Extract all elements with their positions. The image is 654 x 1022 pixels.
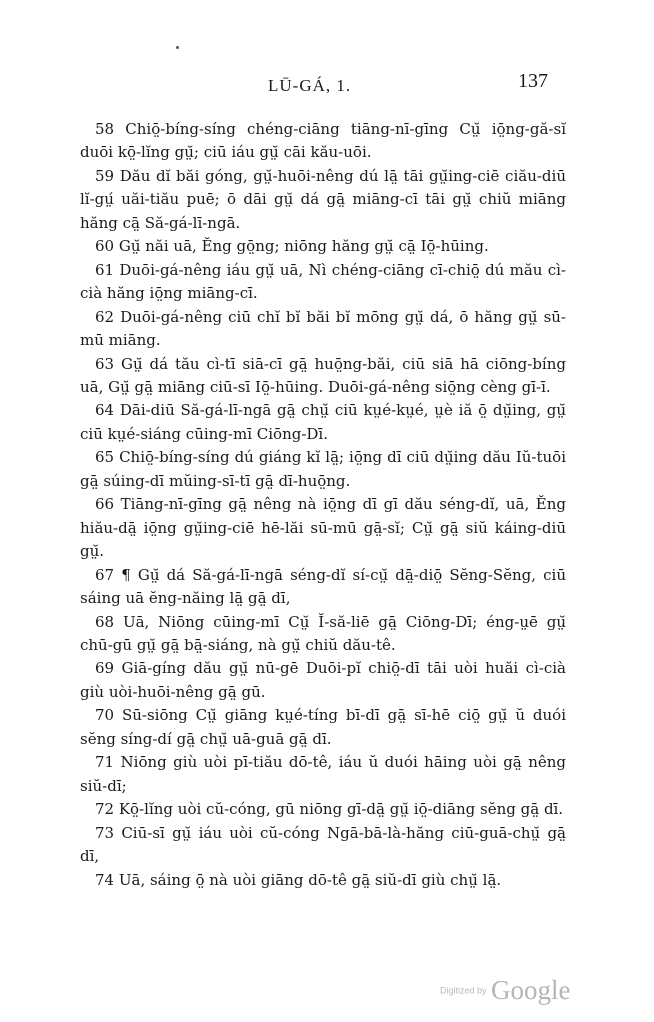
verse-58: 58 Chiō̤-bíng-síng chéng-ciāng tiāng-nī-gīng Cṳ̆ iō̤ng-gă-sĭ duōi kō̤-lĭng gṳ̆; ciū iáu gṳ̆ cāi kău-uōi. bbox=[80, 120, 566, 162]
verse-72: 72 Kō̤-lĭng uòi cŭ-cóng, gū niōng gī-dā̤ gṳ̆ iō̤-diāng sĕng gā̤ dī. bbox=[95, 800, 564, 819]
verse-61: 61 Duōi-gá-nêng iáu gṳ̆ uā, Nì chéng-ciāng cī-chiō̤ dú mău cì-cià hăng iō̤ng miāng-cī. bbox=[80, 260, 566, 303]
verse-73: 73 Ciū-sī gṳ̆ iáu uòi cŭ-cóng Ngā-bā-là-hăng ciū-guā-chṳ̆ gā̤ dī, bbox=[80, 823, 566, 866]
verse-65: 65 Chiō̤-bíng-síng dú giáng kĭ lā̤; iō̤ng dī ciū dṳ̆ing dău Iŭ-tuōi gā̤ súing-dī mŭing-sī-tī gā̤ dī-huō̤ng. bbox=[80, 448, 566, 490]
verse-text-block bbox=[80, 118, 566, 892]
verse-66: 66 Tiāng-nī-gīng gā̤ nêng nà iō̤ng dī gī dău séng-dĭ, uā, Ĕng hiău-dā̤ iō̤ng gṳ̆ing-ciē hē-lăi sū-mū gā̤-sĭ; Cṳ̆ gā̤ siŭ káing-diū gṳ̆. bbox=[80, 495, 566, 561]
google-logo: Google bbox=[490, 975, 571, 1005]
verse-64: 64 Dāi-diū Să-gá-lī-ngā gā̤ chṳ̆ ciū kṳé-kṳé, ṳè iă ō̤ dṳ̆ing, gṳ̆ ciū kṳé-siáng cūing-mī Ciōng-Dī. bbox=[80, 401, 566, 443]
digitized-by-label: Digitized by bbox=[440, 985, 487, 996]
verse-74: 74 Uā, sáing ō̤ nà uòi giāng dō-tê gā̤ siŭ-dī giù chṳ̆ lā̤. bbox=[95, 870, 502, 889]
verse-71: 71 Niōng giù uòi pī-tiău dō-tê, iáu ŭ duói hāing uòi gā̤ nêng siŭ-dī; bbox=[80, 753, 566, 795]
digitized-watermark bbox=[440, 975, 570, 1006]
verse-70: 70 Sū-siōng Cṳ̆ giāng kṳé-tíng bī-dī gā̤ sī-hē ciō̤ gṳ̆ ŭ duói sĕng síng-dí gā̤ chṳ̆ uā-guā gā̤ dī. bbox=[80, 706, 566, 748]
speck-mark bbox=[176, 46, 179, 49]
verse-69: 69 Giā-gíng dău gṳ̆ nū-gē Duōi-pĭ chiō̤-dī tāi uòi huăi cì-cià giù uòi-huōi-nêng gā̤ gū. bbox=[80, 659, 566, 701]
verse-60: 60 Gṳ̆ năi uā, Ĕng gō̤ng; niōng hăng gṳ̆ cā̤ Iō̤-hūing. bbox=[95, 237, 489, 256]
page-number: 137 bbox=[518, 70, 548, 92]
verse-62: 62 Duōi-gá-nêng ciū chĭ bĭ băi bĭ mōng gṳ̆ dá, ō hăng gṳ̆ sū-mū miāng. bbox=[80, 307, 566, 350]
verse-67: 67 ¶ Gṳ̆ dá Să-gá-lī-ngā séng-dĭ sí-cṳ̆ dā̤-diō̤ Sĕng-Sĕng, ciū sáing uā ĕng-năing lā̤ gā̤ dī, bbox=[80, 565, 566, 608]
running-title: LŪ-GÁ, 1. bbox=[268, 76, 352, 95]
verse-59: 59 Dău dĭ băi góng, gṳ̆-huōi-nêng dú lā̤ tāi gṳ̆ing-ciē ciău-diū lĭ-gṳ́ uăi-tiău puē; ō dāi gṳ̆ dá gā̤ miāng-cī tāi gṳ̆ chiŭ miāng hăng cā̤ Să-gá-lī-ngā. bbox=[80, 166, 566, 232]
verse-63: 63 Gṳ̆ dá tău cì-tī siā-cī gā̤ huō̤ng-băi, ciū siā hā ciōng-bíng uā, Gṳ̆ gā̤ miāng ciū-sī Iō̤-hūing. Duōi-gá-nêng siō̤ng cèng gī-ī. bbox=[80, 354, 566, 396]
verse-68: 68 Uā, Niōng cūing-mī Cṳ̆ Ĭ-să-liē gā̤ Ciōng-Dī; éng-ṳē gṳ̆ chū-gū gṳ̆ gā̤ bā̤-siáng, nà gṳ̆ chiŭ dău-tê. bbox=[80, 612, 566, 654]
